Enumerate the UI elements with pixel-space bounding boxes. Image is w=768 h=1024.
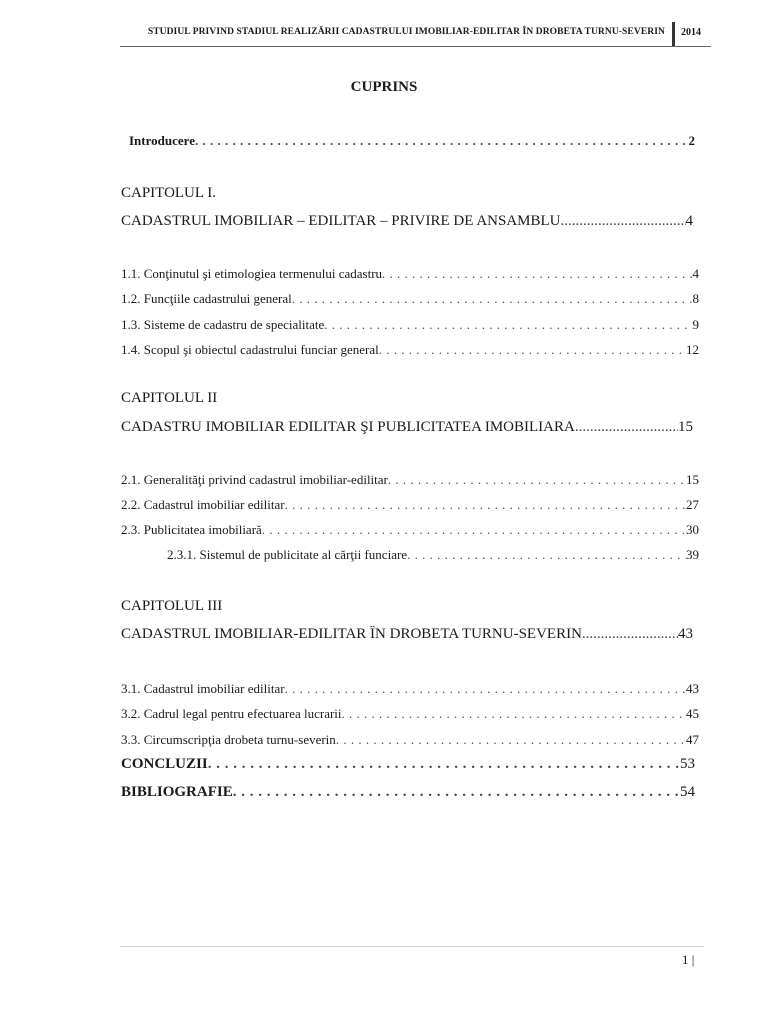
toc-label: CADASTRUL IMOBILIAR-EDILITAR ÎN DROBETA TURNU-SEVERIN [121, 626, 582, 642]
toc-leader [208, 756, 680, 773]
toc-page: 2 [688, 133, 695, 148]
toc-leader [195, 133, 689, 149]
toc-label: CADASTRUL IMOBILIAR – EDILITAR – PRIVIRE DE ANSAMBLU [121, 213, 561, 229]
footer-page-number: 1 | [682, 952, 695, 967]
page-header [120, 18, 711, 48]
toc-leader [233, 784, 680, 801]
toc-bibliography[interactable] [121, 784, 695, 801]
header-rule [120, 46, 711, 47]
toc-leader [324, 317, 692, 333]
toc-label: CONCLUZII [121, 756, 208, 772]
toc-leader [407, 547, 686, 563]
toc-leader [388, 472, 686, 488]
toc-item-1-3[interactable] [121, 317, 699, 333]
toc-page: 39 [686, 547, 699, 562]
footer-rule [120, 946, 704, 947]
toc-page: 4 [685, 213, 693, 229]
toc-label: 1.4. Scopul şi obiectul cadastrului funciar general [121, 342, 379, 357]
toc-page: 15 [678, 419, 693, 435]
toc-page: 53 [680, 756, 695, 772]
toc-item-3-3[interactable] [121, 732, 699, 748]
toc-conclusions[interactable] [121, 756, 695, 773]
chapter-2-heading: CAPITOLUL II [121, 390, 218, 406]
toc-item-3-1[interactable] [121, 681, 699, 697]
toc-item-3-2[interactable] [121, 706, 699, 722]
header-year: 2014 [681, 27, 701, 38]
chapter-3-title[interactable] [121, 626, 693, 643]
toc-label: 1.1. Conţinutul şi etimologiea termenului cadastru [121, 266, 383, 281]
header-title: STUDIUL PRIVIND STADIUL REALIZĂRII CADASTRULUI IMOBILIAR-EDILITAR ÎN DROBETA TURNU-SEVERIN [147, 27, 665, 37]
page-title: CUPRINS [350, 79, 418, 95]
toc-leader [292, 291, 693, 307]
toc-item-2-3-1[interactable] [167, 547, 699, 563]
toc-label: 1.3. Sisteme de cadastru de specialitate [121, 317, 325, 332]
toc-item-1-4[interactable] [121, 342, 699, 358]
header-separator [672, 22, 675, 46]
toc-leader [382, 266, 692, 282]
toc-page: 47 [686, 732, 699, 747]
toc-page: 27 [686, 497, 699, 512]
toc-page: 9 [692, 317, 699, 332]
chapter-2-title[interactable] [121, 419, 693, 436]
toc-leader [285, 681, 686, 697]
toc-page: 43 [686, 681, 699, 696]
toc-label: 2.1. Generalităţi privind cadastrul imobiliar-edilitar [121, 472, 388, 487]
toc-label: 2.3. Publicitatea imobiliară [121, 522, 262, 537]
toc-item-1-2[interactable] [121, 291, 699, 307]
toc-label: BIBLIOGRAFIE [121, 784, 233, 800]
toc-page: 15 [686, 472, 699, 487]
toc-leader [561, 213, 686, 230]
toc-label: 3.1. Cadastrul imobiliar edilitar [121, 681, 285, 696]
toc-leader [342, 706, 686, 722]
chapter-3-heading: CAPITOLUL III [121, 598, 223, 614]
toc-intro[interactable] [129, 133, 695, 149]
toc-page: 12 [686, 342, 699, 357]
chapter-1-title[interactable] [121, 213, 693, 230]
toc-label: Introducere [129, 133, 195, 148]
toc-page: 4 [692, 266, 699, 281]
chapter-1-heading: CAPITOLUL I. [121, 185, 216, 201]
toc-item-2-3[interactable] [121, 522, 699, 538]
toc-item-2-1[interactable] [121, 472, 699, 488]
toc-label: 2.2. Cadastrul imobiliar edilitar [121, 497, 285, 512]
toc-item-1-1[interactable] [121, 266, 699, 282]
toc-page: 54 [680, 784, 695, 800]
toc-leader [582, 626, 678, 643]
toc-label: 3.3. Circumscripţia drobeta turnu-severin [121, 732, 336, 747]
toc-label: CADASTRU IMOBILIAR EDILITAR ŞI PUBLICITATEA IMOBILIARA [121, 419, 575, 435]
toc-page: 30 [686, 522, 699, 537]
toc-page: 43 [678, 626, 693, 642]
toc-leader [575, 419, 678, 436]
toc-item-2-2[interactable] [121, 497, 699, 513]
toc-leader [379, 342, 686, 358]
toc-page: 45 [686, 706, 699, 721]
toc-leader [336, 732, 686, 748]
toc-label: 1.2. Funcţiile cadastrului general [121, 291, 292, 306]
toc-leader [285, 497, 686, 513]
toc-label: 2.3.1. Sistemul de publicitate al cărţii funciare [167, 547, 408, 562]
toc-label: 3.2. Cadrul legal pentru efectuarea lucrarii [121, 706, 342, 721]
toc-leader [262, 522, 686, 538]
toc-page: 8 [692, 291, 699, 306]
